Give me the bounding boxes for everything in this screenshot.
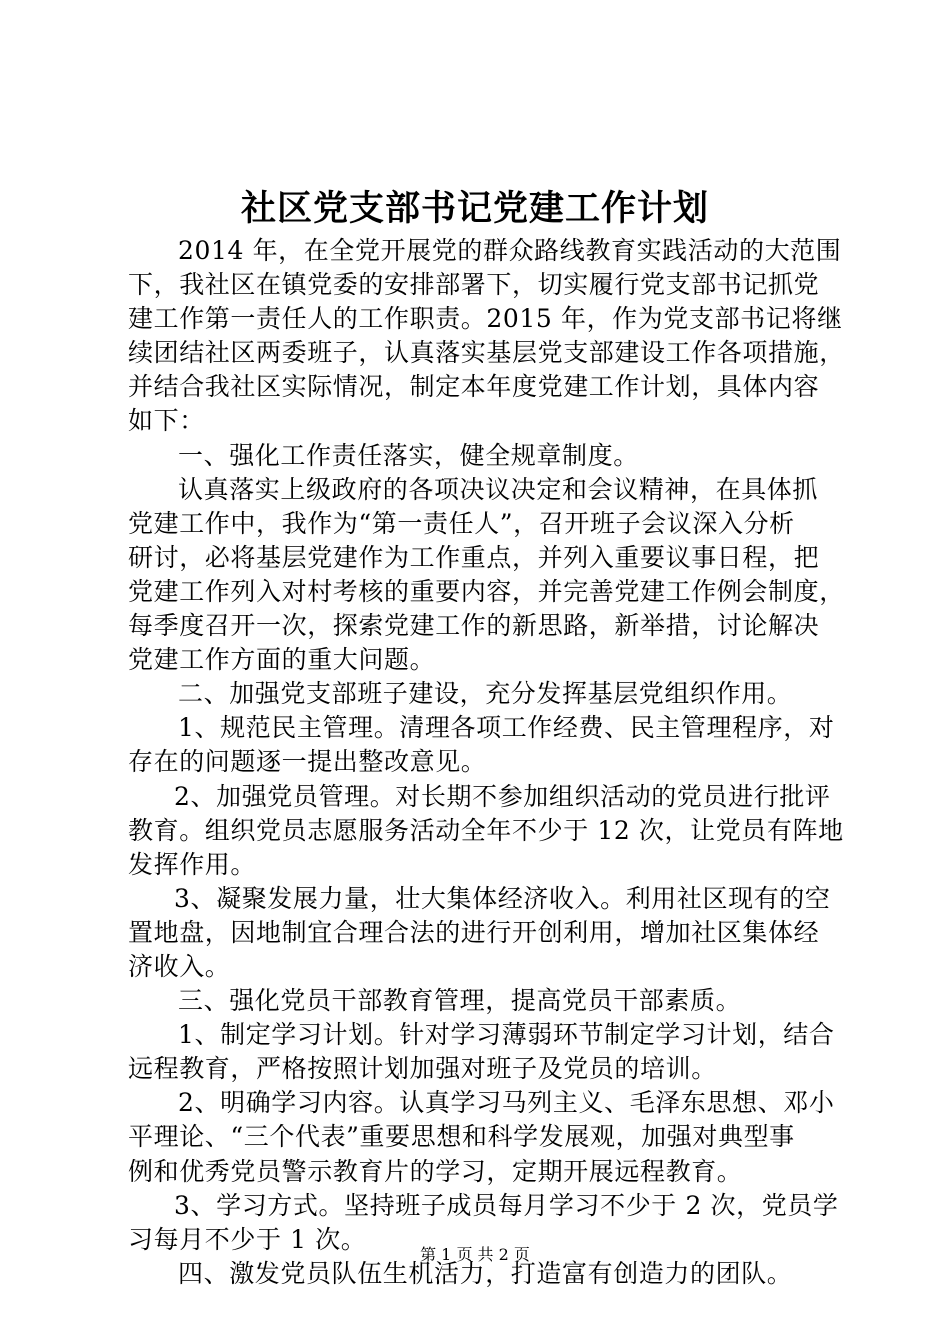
- paragraph-line: 平理论、“三个代表”重要思想和科学发展观，加强对典型事: [128, 1122, 795, 1152]
- paragraph-line: 1、制定学习计划。针对学习薄弱环节制定学习计划，结合: [178, 1020, 835, 1050]
- paragraph-line: 置地盘，因地制宜合理合法的进行开创利用，增加社区集体经: [128, 917, 820, 947]
- section-heading: 三、强化党员干部教育管理，提高党员干部素质。: [178, 986, 742, 1016]
- paragraph-line: 远程教育，严格按照计划加强对班子及党员的培训。: [128, 1054, 717, 1084]
- paragraph-line: 研讨，必将基层党建作为工作重点，并列入重要议事日程，把: [128, 542, 820, 572]
- paragraph-line: 建工作第一责任人的工作职责。2015 年，作为党支部书记将继: [128, 304, 843, 334]
- paragraph-line: 如下：: [128, 406, 205, 436]
- paragraph-line: 续团结社区两委班子，认真落实基层党支部建设工作各项措施，: [128, 338, 845, 368]
- paragraph-line: 3、学习方式。坚持班子成员每月学习不少于 2 次，党员学: [174, 1190, 839, 1220]
- paragraph-line: 党建工作方面的重大问题。: [128, 645, 436, 675]
- paragraph-line: 1、规范民主管理。清理各项工作经费、民主管理程序，对: [178, 713, 835, 743]
- document-title: 社区党支部书记党建工作计划: [240, 189, 709, 229]
- paragraph-line: 下，我社区在镇党委的安排部署下，切实履行党支部书记抓党: [128, 270, 820, 300]
- section-heading: 一、强化工作责任落实，健全规章制度。: [178, 440, 639, 470]
- paragraph-line: 党建工作中，我作为“第一责任人”，召开班子会议深入分析: [128, 508, 795, 538]
- paragraph-line: 教育。组织党员志愿服务活动全年不少于 12 次，让党员有阵地: [128, 815, 844, 845]
- paragraph-line: 认真落实上级政府的各项决议决定和会议精神，在具体抓: [178, 474, 819, 504]
- paragraph-line: 每季度召开一次，探索党建工作的新思路，新举措，讨论解决: [128, 611, 820, 641]
- paragraph-line: 党建工作列入对村考核的重要内容，并完善党建工作例会制度，: [128, 576, 845, 606]
- paragraph-line: 2014 年，在全党开展党的群众路线教育实践活动的大范围: [178, 236, 842, 265]
- paragraph-line: 3、凝聚发展力量，壮大集体经济收入。利用社区现有的空: [174, 883, 831, 913]
- paragraph-line: 并结合我社区实际情况，制定本年度党建工作计划，具体内容: [128, 372, 820, 402]
- paragraph-line: 2、明确学习内容。认真学习马列主义、毛泽东思想、邓小: [178, 1088, 835, 1118]
- paragraph-line: 例和优秀党员警示教育片的学习，定期开展远程教育。: [128, 1156, 743, 1186]
- paragraph-line: 济收入。: [128, 951, 231, 981]
- section-heading: 四、激发党员队伍生机活力，打造富有创造力的团队。: [178, 1258, 793, 1288]
- paragraph-line: 发挥作用。: [128, 849, 257, 879]
- paragraph-line: 2、加强党员管理。对长期不参加组织活动的党员进行批评: [174, 781, 831, 811]
- paragraph-line: 存在的问题逐一提出整改意见。: [128, 747, 487, 777]
- document-body: [128, 234, 845, 1291]
- paragraph-line: 习每月不少于 1 次。: [128, 1224, 367, 1254]
- page-number-footer: 第 1 页 共 2 页: [420, 1245, 530, 1264]
- section-heading: 二、加强党支部班子建设，充分发挥基层党组织作用。: [178, 679, 793, 709]
